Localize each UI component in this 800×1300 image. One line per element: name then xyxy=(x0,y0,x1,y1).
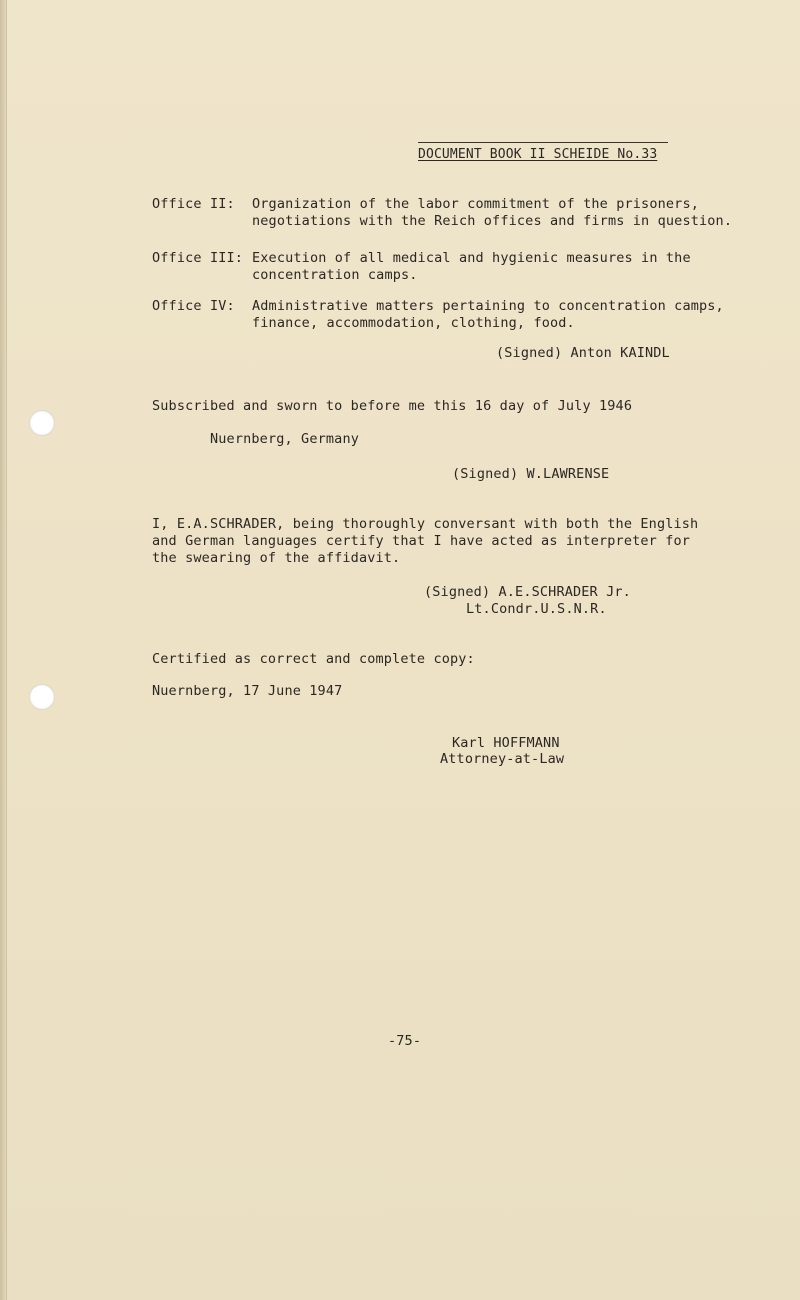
signature-kaindl: (Signed) Anton KAINDL xyxy=(496,345,670,361)
page-number: -75- xyxy=(388,1033,422,1049)
office-4-label: Office IV: xyxy=(152,298,235,314)
punch-hole-bottom xyxy=(29,684,55,710)
office-2-line-2: negotiations with the Reich offices and firms in question. xyxy=(252,213,733,229)
office-2-label: Office II: xyxy=(152,196,235,212)
office-3-line-1: Execution of all medical and hygienic measures in the xyxy=(252,250,691,266)
office-2-line-1: Organization of the labor commitment of the prisoners, xyxy=(252,196,699,212)
interpreter-line-2: and German languages certify that I have acted as interpreter for xyxy=(152,533,691,549)
signature-lawrense: (Signed) W.LAWRENSE xyxy=(452,466,610,482)
document-page xyxy=(6,0,800,1300)
office-4-line-1: Administrative matters pertaining to concentration camps, xyxy=(252,298,724,314)
schrader-rank: Lt.Condr.U.S.N.R. xyxy=(466,601,607,617)
punch-hole-top xyxy=(29,410,55,436)
document-header: DOCUMENT BOOK II SCHEIDE No.33 xyxy=(418,147,658,162)
sworn-statement: Subscribed and sworn to before me this 16 day of July 1946 xyxy=(152,398,633,414)
signature-schrader: (Signed) A.E.SCHRADER Jr. xyxy=(424,584,631,600)
attorney-name: Karl HOFFMANN xyxy=(452,735,560,751)
office-3-line-2: concentration camps. xyxy=(252,267,418,283)
attorney-title: Attorney-at-Law xyxy=(440,751,565,767)
certified-place-date: Nuernberg, 17 June 1947 xyxy=(152,683,343,699)
office-3-label: Office III: xyxy=(152,250,244,266)
certified-statement: Certified as correct and complete copy: xyxy=(152,651,475,667)
office-4-line-2: finance, accommodation, clothing, food. xyxy=(252,315,575,331)
sworn-place: Nuernberg, Germany xyxy=(210,431,359,447)
header-rule xyxy=(418,142,668,143)
interpreter-line-3: the swearing of the affidavit. xyxy=(152,550,401,566)
interpreter-line-1: I, E.A.SCHRADER, being thoroughly conversant with both the English xyxy=(152,516,699,532)
